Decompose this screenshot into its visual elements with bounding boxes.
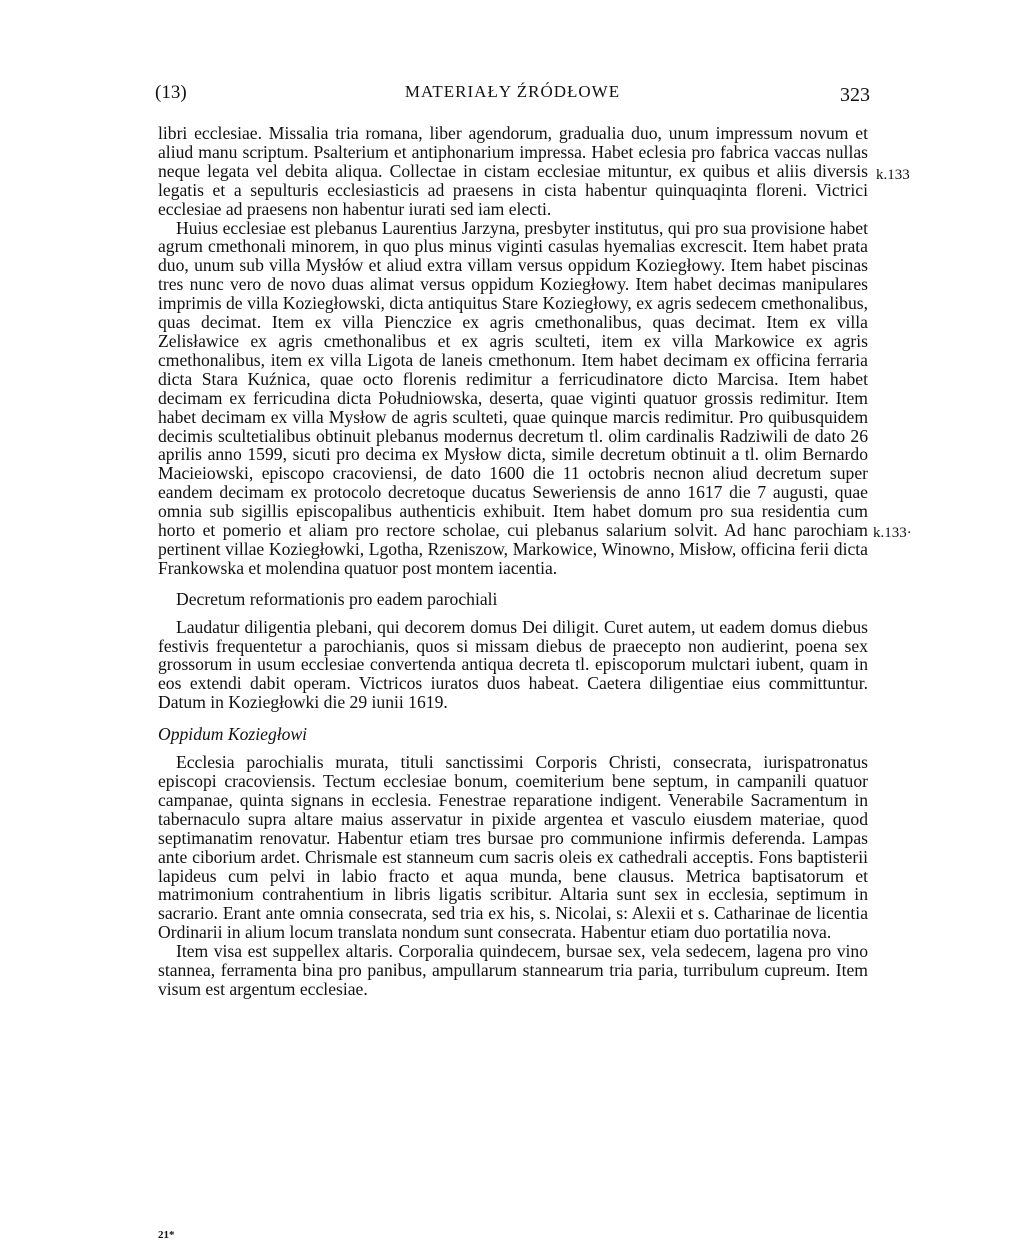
margin-note-folio: k.133 <box>876 167 910 183</box>
margin-note-folio: k.133· <box>873 525 912 541</box>
paragraph-decree: Laudatur diligentia plebani, qui decorem domus Dei diligit. Curet autem, ut eadem domus diebus festivis frequentetur a parochianis, quos si missam diebus de praecepto non audierint, poena sex grossorum in usum ecclesiae convertenda antiqua decreta tl. episcoporum mulctari iubent, quam in eos extendi dabit operam. Victricos iuratos duos habeat. Caetera diligentiae eius committuntur. Datum in Koziegłowki die 29 iunii 1619. <box>158 616 868 713</box>
page-number: 323 <box>840 84 870 106</box>
signature-mark: 21* <box>158 1229 175 1241</box>
paragraph-plebanus: Huius ecclesiae est plebanus Laurentius Jarzyna, presbyter institutus, qui pro sua provisione habet agrum cmethonali minorem, in quo plus minus viginti casulas hyemalias excrescit. Item habet prata duo, unum sub villa Mysłów et aliud extra villam versus oppidum Koziegłowy. Item habet piscinas tres nunc vero de novo duas alimat versus oppidum Koziegłowy. Item habet decimas manipulares imprimis de villa Koziegłowski, dicta antiquitus Stare Koziegłowy, ex agris sedecem cmethonalibus, quas decimat. Item ex villa Pienczice ex agris cmethonalibus, quas decimat. Item ex villa Zelisławice ex agris cmethonalibus et ex agris sculteti, item ex villa Markowice ex agris cmethonalibus, item ex villa Ligota de laneis cmethonum. Item habet decimam ex officina ferraria dicta Stara Kuźnica, quae octo florenis redimitur a ferricudinatore dicto Marcisa. Item habet decimam ex ferricudina dicta Południowska, deserta, quae viginti quatuor grossis redimitur. Item habet decimam ex villa Mysłow de agris sculteti, quae quinque marcis redimitur. Pro quibusquidem decimis scultetialibus obtinuit plebanus modernus decretum tl. olim cardinalis Radziwili de dato 26 aprilis anno 1599, sicuti pro decima ex Mysłow dicta, simile decretum obtinuit a tl. olim Bernardo Macieiowski, episcopo cracoviensi, de dato 1600 die 11 octobris necnon aliud decretum super eandem decimam ex protocolo decretoque ducatus Seweriensis de anno 1617 die 7 augusti, quae omnia sub sigillis episcopalibus authenticis exhibuit. Item habet domum pro sua residentia cum horto et pomerio et aliam pro rectore scholae, cui plebanus salarium solvit. Ad hanc parochiam pertinent villae Koziegłowki, Lgotha, Rzeniszow, Markowice, Winowno, Misłow, officina ferii dicta Frankowska et molendina quatuor post montem iacentia. <box>158 217 868 578</box>
page-header <box>155 82 870 112</box>
section-title-oppidum: Oppidum Koziegłowi <box>158 724 308 745</box>
page-reference: (13) <box>155 82 187 103</box>
decree-heading: Decretum reformationis pro eadem parochiali <box>176 588 498 609</box>
paragraph-ecclesia: Ecclesia parochialis murata, tituli sanctissimi Corporis Christi, consecrata, iurispatronatus episcopi cracoviensis. Tectum ecclesiae bonum, coemiterium bene septum, in campanili quatuor campanae, quinta signans in ecclesia. Fenestrae reparatione indigent. Venerabile Sacramentum in tabernaculo supra altare maius asservatur in pixide argentea et vasculo eiusdem materiae, quod septimanatim renovatur. Habentur etiam tres bursae pro communione infirmis deferenda. Lampas ante ciborium ardet. Chrismale est stanneum cum sacris oleis ex cathedrali acceptis. Fons baptisterii lapideus cum pelvi in labio fracto et aqua munda, bene clausus. Metrica baptisatorum et matrimonium contrahentium in libris ligatis scribitur. Altaria sunt sex in ecclesia, septimum in sacrario. Erant ante omnia consecrata, sed tria ex his, s. Nicolai, s: Alexii et s. Catharinae de licentia Ordinarii in alium locum translata nondum sunt consecrata. Habentur etiam duo portatilia nova. <box>158 752 868 943</box>
body-text <box>158 124 868 999</box>
running-title: MATERIAŁY ŹRÓDŁOWE <box>404 82 621 101</box>
paragraph-inventory: libri ecclesiae. Missalia tria romana, liber agendorum, gradualia duo, unum impressum novum et aliud manu scriptum. Psalterium et antiphonarium impressa. Habet eclesia pro fabrica vaccas nullas neque legata vel debita aliqua. Collectae in cistam ecclesiae mituntur, ex quibus et aliis diversis legatis et a sepulturis ecclesiasticis ad praesens in cista habentur quinquaqinta floreni. Victrici ecclesiae ad praesens non habentur iurati sed iam electi. <box>158 123 868 219</box>
paragraph-suppellex: Item visa est suppellex altaris. Corporalia quindecem, bursae sex, vela sedecem, lagena pro vino stannea, ferramenta bina pro panibus, ampullarum stannearum tria paria, turribulum cupreum. Item visum est argentum ecclesiae. <box>158 941 868 999</box>
